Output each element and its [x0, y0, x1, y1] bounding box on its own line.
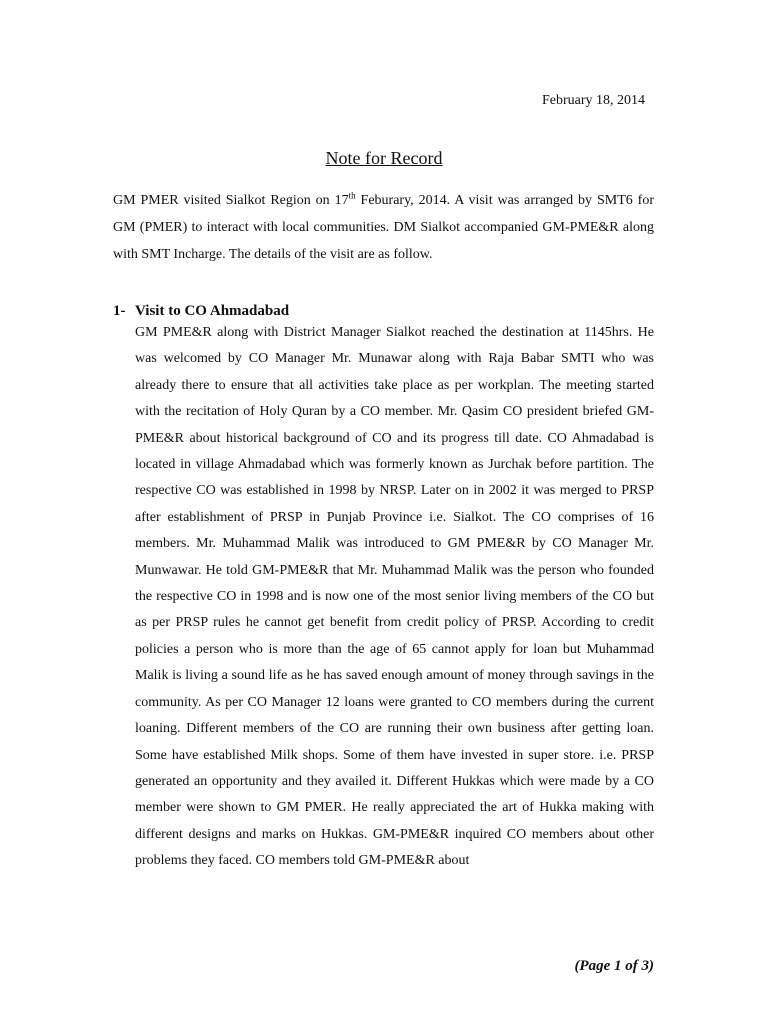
intro-text-end: Feburary, 2014. A visit was arranged by SMT6 for GM (PMER) to interact with local communities. DM Sialkot accompanied GM-PME&R along with SMT Incharge. The details of the visit are as follow. — [113, 193, 654, 262]
intro-paragraph — [113, 187, 654, 268]
section-heading: Visit to CO Ahmadabad — [135, 303, 290, 319]
intro-superscript: th — [348, 190, 356, 201]
page-number-footer: (Page 1 of 3) — [574, 958, 654, 974]
section-body: GM PME&R along with District Manager Sialkot reached the destination at 1145hrs. He was welcomed by CO Manager Mr. Munawar along with Raja Babar SMTI who was already there to ensure that all activities take place as per workplan. The meeting started with the recitation of Holy Quran by a CO member. Mr. Qasim CO president briefed GM-PME&R about historical background of CO and its progress till date. CO Ahmadabad is located in village Ahmadabad which was formerly known as Jurchak before partition. The respective CO was established in 1998 by NRSP. Later on in 2002 it was merged to PRSP after establishment of PRSP in Punjab Province i.e. Sialkot. The CO comprises of 16 members. Mr. Muhammad Malik was introduced to GM PME&R by CO Manager Mr. Munwawar. He told GM-PME&R that Mr. Muhammad Malik was the person who founded the respective CO in 1998 and is now one of the most senior living members of the CO but as per PRSP rules he cannot get benefit from credit policy of PRSP. According to credit policies a person who is more than the age of 65 cannot apply for loan but Muhammad Malik is living a sound life as he has saved enough amount of money through savings in the community. As per CO Manager 12 loans were granted to CO members during the current loaning. Different members of the CO are running their own business after getting loan. Some have established Milk shops. Some of them have invested in super store. i.e. PRSP generated an opportunity and they availed it. Different Hukkas which were made by a CO member were shown to GM PMER. He really appreciated the art of Hukka making with different designs and marks on Hukkas. GM-PME&R inquired CO members about other problems they faced. CO members told GM-PME&R about — [135, 325, 654, 869]
intro-text-start: GM PMER visited Sialkot Region on 17 — [113, 193, 349, 208]
document-title: Note for Record — [325, 148, 443, 168]
document-date: February 18, 2014 — [541, 93, 645, 108]
section-number: 1- — [113, 303, 126, 319]
